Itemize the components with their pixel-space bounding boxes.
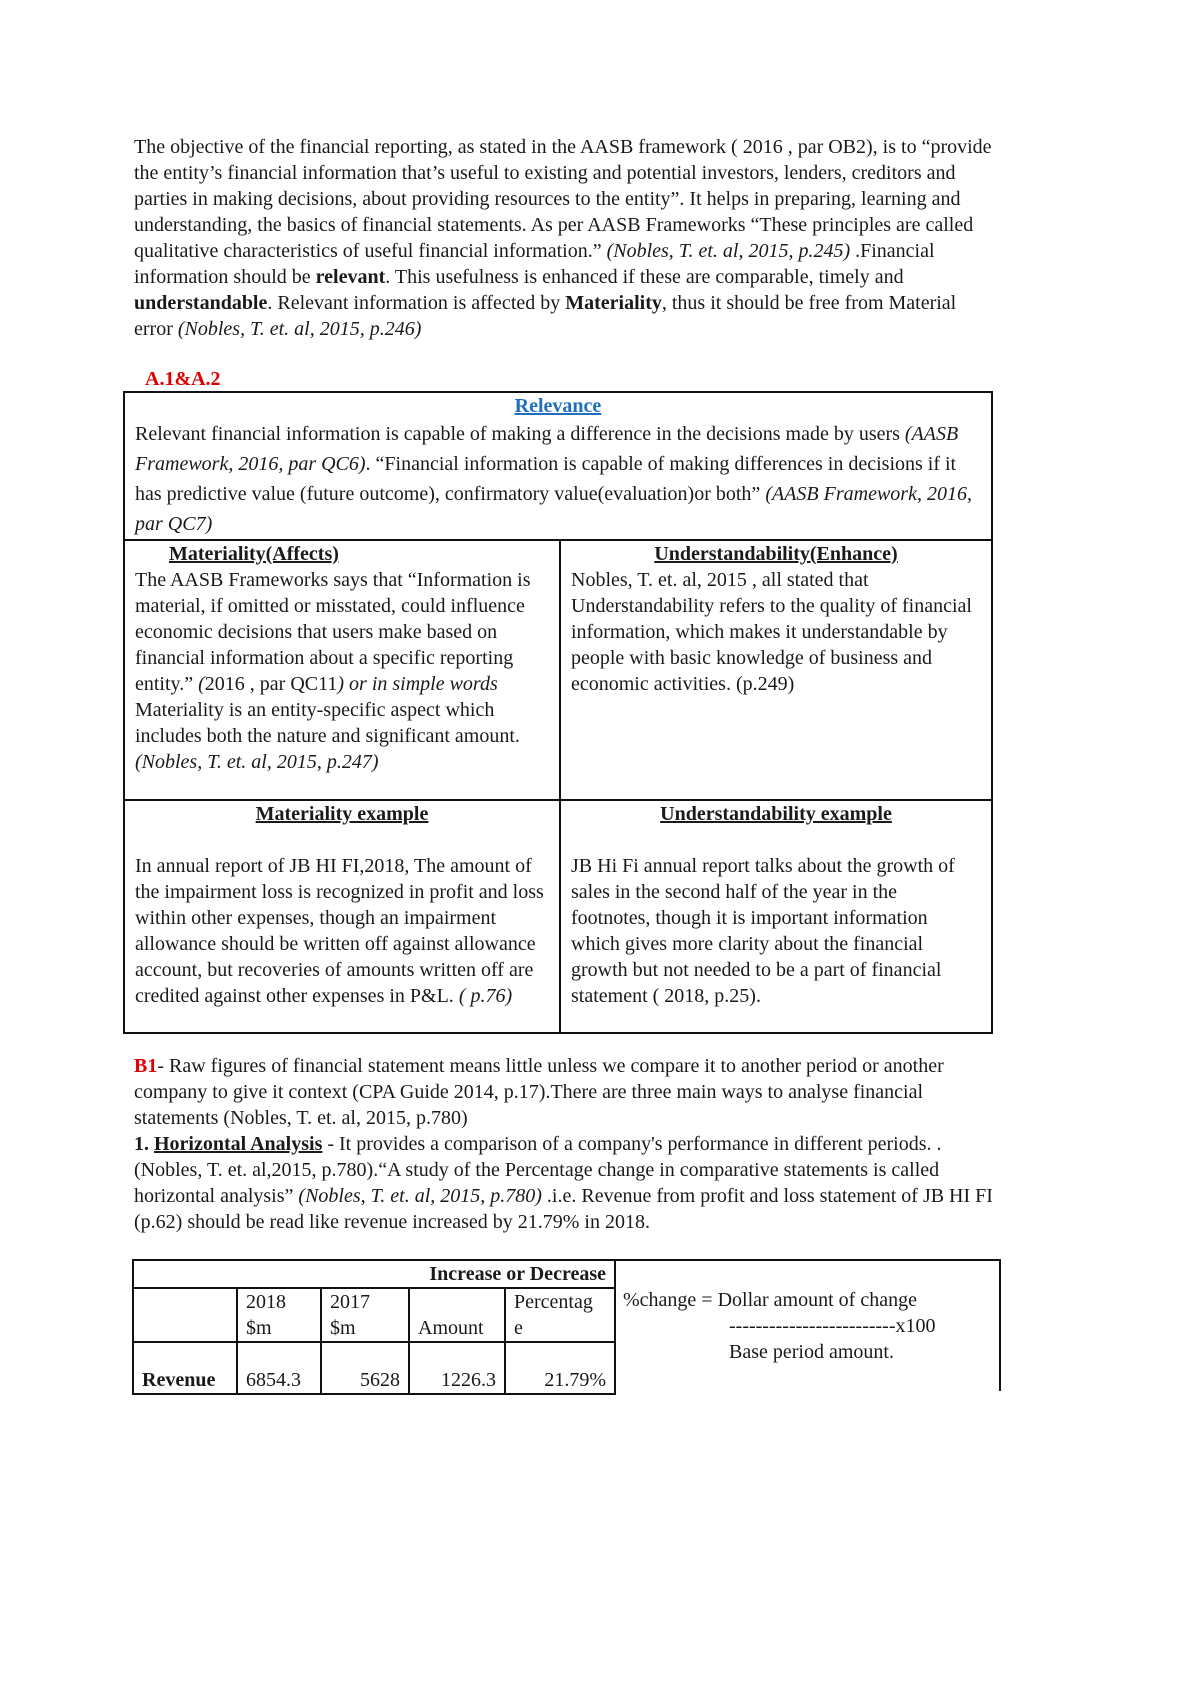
citation: ) or in simple words: [337, 673, 498, 695]
increase-decrease-header: Increase or Decrease: [133, 1260, 615, 1288]
value-percentage: 21.79%: [505, 1342, 615, 1394]
column-header-2018: 2018 $m: [237, 1288, 321, 1342]
relevance-heading: Relevance: [514, 395, 602, 417]
horizontal-analysis-table: [132, 1259, 616, 1395]
cell-text: The AASB Frameworks says that “Information is material, if omitted or misstated, could influence economic decisions that users make based on financial information about a specific reporting entity.”: [135, 569, 531, 695]
materiality-example-heading: Materiality example: [255, 803, 429, 825]
bold-term: relevant: [315, 266, 386, 288]
bold-term: Materiality: [565, 292, 662, 314]
formula-box: [615, 1259, 1001, 1391]
empty-cell: [133, 1288, 237, 1342]
column-header-amount: Amount: [409, 1288, 505, 1342]
cell-text: Nobles, T. et. al, 2015 , all stated that Understandability refers to the quality of financial information, which makes it understandable by people with basic knowledge of business and economic activities. (p.249): [571, 569, 972, 695]
citation: (Nobles, T. et. al, 2015, p.780): [298, 1185, 542, 1207]
cell-text: In annual report of JB HI FI,2018, The amount of the impairment loss is recognized in profit and loss within other expenses, though an impairment allowance should be written off against allowance account, but recoveries of amounts written off are credited against other expenses in P&L.: [135, 855, 544, 1007]
value-amount: 1226.3: [409, 1342, 505, 1394]
intro-text: .Financial information should be: [134, 240, 935, 288]
understandability-example-cell: [560, 800, 992, 1033]
intro-text: The objective of the financial reporting, as stated in the AASB framework ( 2016 , par OB2), is to “provide the entity’s financial information that’s useful to existing and potential investors, lenders, creditors and parties in making decisions, about providing resources to the entity”. It helps in preparing, learning and understanding, the basics of financial statements. As per AASB Frameworks “These principles are called qualitative characteristics of useful financial information.”: [134, 136, 992, 262]
materiality-example-cell: [124, 800, 560, 1033]
horizontal-analysis-heading: Horizontal Analysis: [154, 1133, 323, 1155]
column-header-2017: 2017 $m: [321, 1288, 409, 1342]
cell-text: . “Financial information is capable of making differences in decisions if it has predictive value (future outcome), confirmatory value(evaluation)or both”: [135, 453, 957, 505]
value-2018: 6854.3: [237, 1342, 321, 1394]
qualitative-characteristics-table: [123, 391, 993, 1034]
column-header-percentage: Percentag e: [505, 1288, 615, 1342]
formula-denominator: Base period amount.: [729, 1341, 894, 1363]
materiality-heading: Materiality(Affects): [169, 543, 339, 565]
section-heading-a: A.1&A.2: [145, 368, 221, 390]
list-number: 1.: [134, 1133, 154, 1155]
cell-text: Relevant financial information is capable of making a difference in the decisions made by users: [135, 423, 905, 445]
understandability-example-heading: Understandability example: [660, 803, 892, 825]
value-2017: 5628: [321, 1342, 409, 1394]
bold-term: understandable: [134, 292, 268, 314]
body-text: - It provides a comparison of a company's performance in different periods. .(Nobles, T. et. al,2015, p.780).“A study of the Percentage change in comparative statements is called horizontal analysis”: [134, 1133, 942, 1207]
citation: (Nobles, T. et. al, 2015, p.246): [177, 318, 422, 340]
formula-numerator: %change = Dollar amount of change: [623, 1289, 917, 1311]
intro-text: . This usefulness is enhanced if these are comparable, timely and: [385, 266, 904, 288]
citation: ( p.76): [458, 985, 513, 1007]
understandability-cell: [560, 540, 992, 800]
row-label-revenue: Revenue: [133, 1342, 237, 1394]
understandability-heading: Understandability(Enhance): [654, 543, 898, 565]
section-heading-b: B1: [134, 1055, 158, 1077]
citation: (AASB Framework, 2016, par QC7): [135, 483, 972, 535]
citation: (Nobles, T. et. al, 2015, p.247): [135, 751, 379, 773]
relevance-cell: [124, 392, 992, 540]
body-text: - Raw figures of financial statement means little unless we compare it to another period or another company to give it context (CPA Guide 2014, p.17).There are three main ways to analyse financial statements (Nobles, T. et. al, 2015, p.780): [134, 1055, 944, 1129]
intro-paragraph: [134, 134, 994, 342]
body-text: .i.e. Revenue from profit and loss statement of JB HI FI (p.62) should be read like revenue increased by 21.79% in 2018.: [134, 1185, 993, 1233]
cell-text: Materiality is an entity-specific aspect which includes both the nature and significant amount.: [135, 699, 520, 747]
citation: (AASB Framework, 2016, par QC6): [135, 423, 959, 475]
cell-text: JB Hi Fi annual report talks about the growth of sales in the second half of the year in the footnotes, though it is important information which gives more clarity about the financial growth but not needed to be a part of financial statement ( 2018, p.25).: [571, 855, 955, 1007]
section-b-paragraph: [134, 1053, 994, 1235]
cell-text: 2016 , par QC11: [204, 673, 338, 695]
intro-text: . Relevant information is affected by: [267, 292, 566, 314]
materiality-cell: [124, 540, 560, 800]
formula-divider: -------------------------x100: [729, 1315, 936, 1337]
citation: (: [198, 673, 205, 695]
citation: (Nobles, T. et. al, 2015, p.245): [606, 240, 851, 262]
intro-text: , thus it should be free from Material error: [134, 292, 957, 340]
